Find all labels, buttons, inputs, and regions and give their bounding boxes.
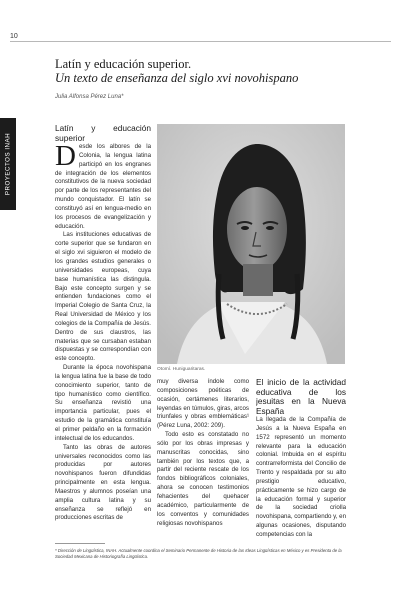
title-line-1: Latín y educación superior. <box>55 57 192 71</box>
paragraph: Tanto las obras de autores universales reconocidos como las producidas por autores novohispanos fueron difundidas principalmente en esta lengua. Maestros y alumnos poseían una amplia cultura latina y su enseñanza se reflejó en producciones escritas de <box>55 443 151 522</box>
column-2 <box>157 378 249 538</box>
sidebar-label: PROYECTOS INAH <box>4 132 12 196</box>
page-number: 10 <box>10 33 18 40</box>
paragraph: Durante la época novohispana la lengua latina fue la base de todo conocimiento superior, tanto de tipo humanístico como científico. Su enseñanza revistió una importancia particular, pues el estudio de la gramática constituía el primer peldaño en la formación intelectual de los educandos. <box>55 364 151 442</box>
paragraph: La llegada de la Compañía de Jesús a la Nueva España en 1572 representó un momento relevante para la educación colonial. Imbuida en el espíritu contrarreformista del Concilio de Trento y respaldada por su alto prestigio educativo, prácticamente se hizo cargo de la educación formal y superior de la sociedad criolla novohispana, compartiendo y, en algunas ocasiones, disputando competencias con la <box>256 416 346 538</box>
footnote-rule <box>55 543 105 544</box>
paragraph: Todo esto es constatado no sólo por los obras impresas y manuscritas conocidas, sino también por los textos que, a partir del reciente rescate de los fondos bibliográficos coloniales, ahora se conocen testimonios fehacientes del quehacer académico, particularmente de los conventos y comunidades religiosas novohispanos <box>157 431 249 527</box>
paragraph: Las instituciones educativas de corte superior que se fundaron en el siglo xvi siguieron el modelo de los grandes estudios generales o universidades europeas, cuya base humanística las distingula. Bajo este concepto surgen y se entienden fundaciones como el Imperial Colegio de Santa Cruz, la Real Universidad de México y los colegios de la Compañía de Jesús. Dentro de sus claustros, las materias que se cursaban estaban dispuestas y se correspondían con este concepto. <box>55 231 151 363</box>
portrait-image <box>157 124 345 364</box>
footnote: * Dirección de Lingüística, INAH. Actualmente coordina el Seminario Permanente de Historia de las Ideas Lingüísticas en México y es Presidenta de la Sociedad Mexicana de Historiografía Lingüística. <box>55 548 342 560</box>
portrait-photo <box>157 124 345 364</box>
paragraph <box>55 140 151 231</box>
column-3 <box>256 378 346 538</box>
section-heading-2: El inicio de la actividad educativa de los jesuitas en la Nueva España <box>256 378 346 416</box>
paragraph: muy diversa índole como composiciones poéticas de ocasión, certámenes literarios, leyendas en túmulos, giras, arcos triunfales y obras emblemáticas¹ (Pérez Luna, 2002: 209). <box>157 378 249 430</box>
photo-caption: Otomí. Huniguaritaras. <box>157 367 206 372</box>
column-1 <box>55 124 151 540</box>
article-title <box>55 57 298 85</box>
paragraph-text: esde los albores de la Colonia, la lengua latina participó en los engranes de integración de los elementos constitutivos de la nueva sociedad por parte de los representantes del mundo conquistador. El latín se constituyó así en lengua-medio en los procesos de evangelización y educación. <box>55 143 151 230</box>
section-heading-1: Latín y educación superior <box>55 124 151 143</box>
header-rule <box>10 41 391 42</box>
section-sidebar-tab <box>0 118 16 210</box>
title-line-2: Un texto de enseñanza del siglo xvi novohispano <box>55 71 299 85</box>
author: Julia Alfonsa Pérez Luna* <box>55 94 124 100</box>
drop-cap: D <box>55 140 76 172</box>
